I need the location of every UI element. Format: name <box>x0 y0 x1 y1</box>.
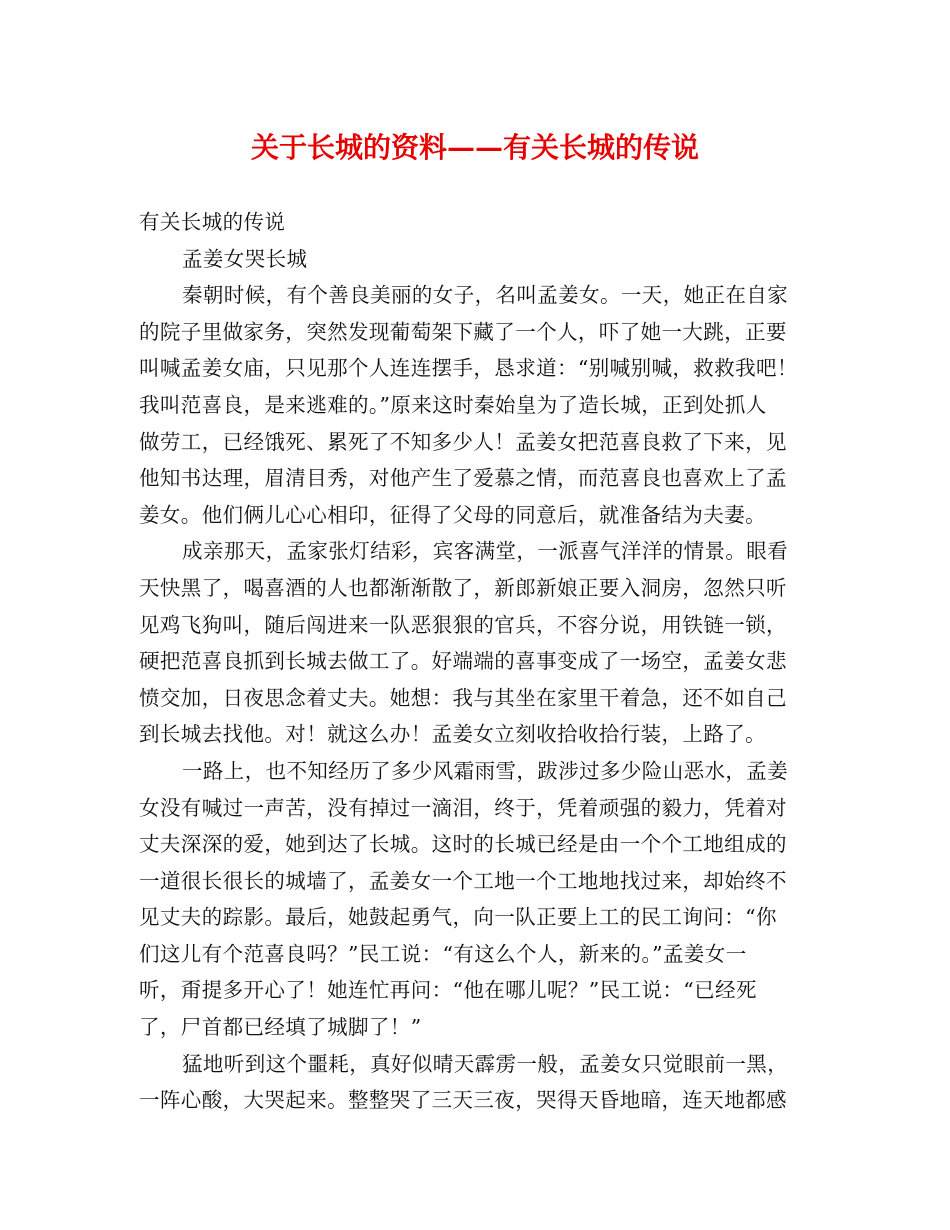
text-line: 我叫范喜良，是来逃难的。”原来这时秦始皇为了造长城，正到处抓人 <box>139 392 767 417</box>
text-line: 孟姜女哭长城 <box>182 246 308 271</box>
text-line: 见丈夫的踪影。最后，她鼓起勇气，向一队正要上工的民工询问：“你 <box>139 905 777 930</box>
text-line: 天快黑了，喝喜酒的人也都渐渐散了，新郎新娘正要入洞房，忽然只听 <box>139 575 787 600</box>
text-line: 听，甭提多开心了！她连忙再问：“他在哪儿呢？”民工说：“已经死 <box>139 978 757 1003</box>
text-line: 见鸡飞狗叫，随后闯进来一队恶狠狠的官兵，不容分说，用铁链一锁， <box>139 612 787 637</box>
text-line: 女没有喊过一声苦，没有掉过一滴泪，终于，凭着顽强的毅力，凭着对 <box>139 795 787 820</box>
text-line: 到长城去找他。对！就这么办！孟姜女立刻收拾收拾行装，上路了。 <box>139 722 766 747</box>
text-line: 了，尸首都已经填了城脚了！” <box>139 1015 422 1040</box>
text-line: 成亲那天，孟家张灯结彩，宾客满堂，一派喜气洋洋的情景。眼看 <box>182 539 789 564</box>
document-title: 关于长城的资料——有关长城的传说 <box>250 131 699 164</box>
text-line: 他知书达理，眉清目秀，对他产生了爱慕之情，而范喜良也喜欢上了孟 <box>139 466 787 491</box>
text-line: 做劳工，已经饿死、累死了不知多少人！孟姜女把范喜良救了下来，见 <box>139 429 787 454</box>
text-line: 一路上，也不知经历了多少风霜雨雪，跋涉过多少险山恶水，孟姜 <box>182 758 789 783</box>
text-line: 有关长城的传说 <box>139 210 286 234</box>
text-line: 们这儿有个范喜良吗？”民工说：“有这么个人，新来的。”孟姜女一 <box>139 941 747 966</box>
text-line: 的院子里做家务，突然发现葡萄架下藏了一个人，吓了她一大跳，正要 <box>139 319 787 344</box>
text-line: 愤交加，日夜思念着丈夫。她想：我与其坐在家里干着急，还不如自己 <box>139 685 787 710</box>
text-line: 硬把范喜良抓到长城去做工了。好端端的喜事变成了一场空，孟姜女悲 <box>139 649 787 674</box>
text-line: 秦朝时候，有个善良美丽的女子，名叫孟姜女。一天，她正在自家 <box>182 283 789 308</box>
text-line: 一阵心酸，大哭起来。整整哭了三天三夜，哭得天昏地暗，连天地都感 <box>139 1088 787 1113</box>
document-body <box>139 204 815 1119</box>
text-line: 叫喊孟姜女庙，只见那个人连连摆手，恳求道：“别喊别喊，救救我吧！ <box>139 356 798 381</box>
text-line: 一道很长很长的城墙了，孟姜女一个工地一个工地地找过来，却始终不 <box>139 868 787 893</box>
text-line: 猛地听到这个噩耗，真好似晴天霹雳一般，孟姜女只觉眼前一黑， <box>182 1051 789 1076</box>
text-line: 丈夫深深的爱，她到达了长城。这时的长城已经是由一个个工地组成的 <box>139 832 787 857</box>
text-line: 姜女。他们俩儿心心相印，征得了父母的同意后，就准备结为夫妻。 <box>139 502 766 527</box>
